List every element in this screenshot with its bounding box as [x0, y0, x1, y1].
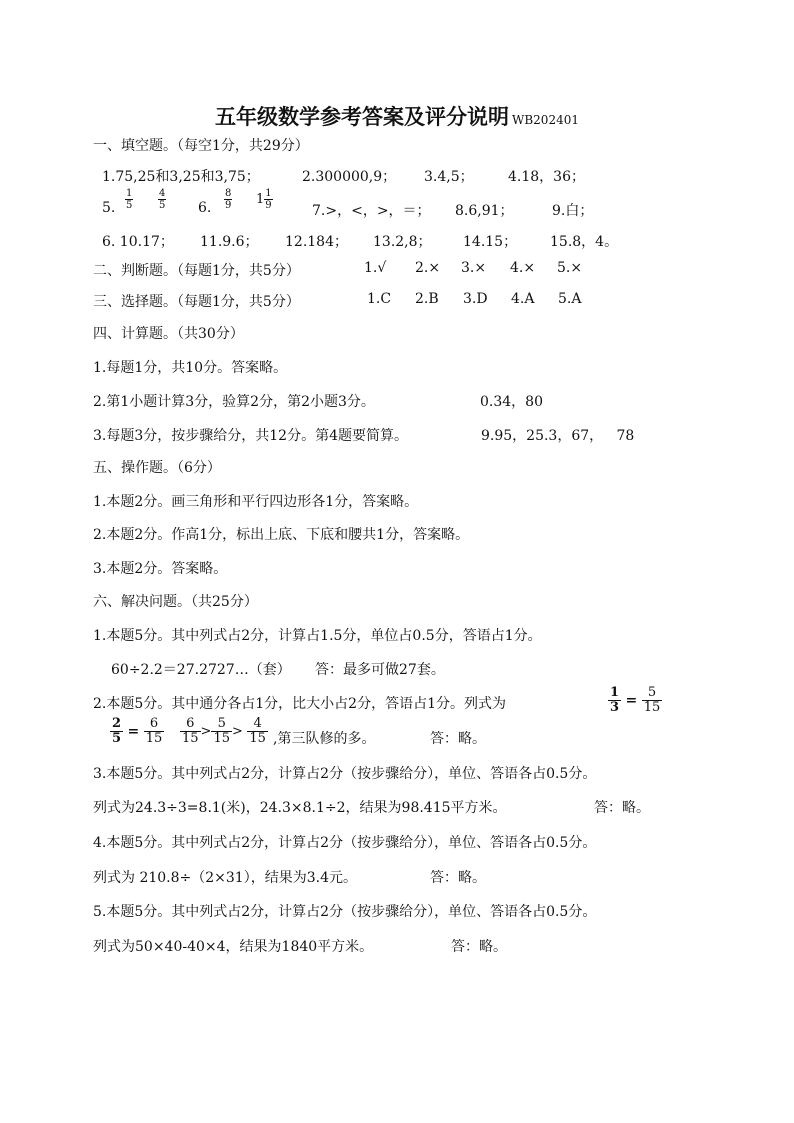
- answer-8: 8.6,91；: [455, 203, 514, 219]
- section-1-header: 一、填空题。（每空1分，共29分）: [93, 138, 309, 154]
- problem-2-conclusion: ,第三队修的多。: [273, 731, 376, 747]
- calc-line-2-answers: 0.34，80: [480, 394, 543, 410]
- choice-answer-3: 3.D: [463, 291, 488, 307]
- problem-4-formula: 列式为 210.8÷（2×31），结果为3.4元。: [93, 870, 357, 886]
- answer-4: 4.18，36；: [508, 169, 585, 185]
- answer-3: 3.4,5；: [424, 169, 474, 185]
- problem-2-fraction-one-third: $\frac{1}{3}$ = $\frac{5}{15}$: [610, 685, 661, 715]
- section-4-header: 四、计算题。（共30分）: [93, 326, 244, 342]
- problem-1-answer: 答：最多可做27套。: [315, 662, 445, 678]
- calc-line-3-answers: 9.95，25.3，67， 78: [481, 428, 635, 444]
- answer-9: 9.白；: [552, 203, 594, 219]
- section-5-header: 五、操作题。（6分）: [93, 460, 221, 476]
- answer-5-label: 5.: [102, 200, 116, 216]
- section-6-header: 六、解决问题。（共25分）: [93, 594, 258, 610]
- problem-2-scoring: 2.本题5分。其中通分各占1分，比大小占2分，答语占1分。列式为: [93, 696, 506, 712]
- answer-12: 12.184；: [285, 234, 348, 250]
- judge-answer-4: 4.×: [510, 260, 536, 276]
- operation-line-3: 3.本题2分。答案略。: [93, 561, 228, 577]
- judge-answer-5: 5.×: [557, 260, 583, 276]
- answer-2: 2.300000,9；: [302, 169, 397, 185]
- choice-answer-2: 2.B: [415, 291, 439, 307]
- judge-answer-1: 1.√: [364, 260, 387, 276]
- problem-3-answer: 答：略。: [594, 800, 650, 816]
- section-3-header: 三、选择题。（每题1分，共5分）: [93, 294, 300, 310]
- problem-4-answer: 答：略。: [430, 870, 486, 886]
- judge-answer-3: 3.×: [461, 260, 487, 276]
- problem-3-scoring: 3.本题5分。其中列式占2分，计算占2分（按步骤给分），单位、答语各占0.5分。: [93, 766, 597, 782]
- problem-1-calc: 60÷2.2＝27.2727…（套）: [111, 662, 291, 678]
- answer-6b: 6. 10.17；: [102, 234, 174, 250]
- answer-6-mixed-number: 1 $\frac{1}{9}$: [256, 188, 272, 211]
- judge-answer-2: 2.×: [415, 260, 441, 276]
- problem-1-scoring: 1.本题5分。其中列式占2分，计算占1.5分，单位占0.5分，答语占1分。: [93, 628, 542, 644]
- answer-5-fraction-b: $\frac{4}{5}$: [159, 188, 166, 211]
- title-code: WB202401: [512, 113, 579, 127]
- choice-answer-1: 1.C: [367, 291, 392, 307]
- operation-line-2: 2.本题2分。作高1分，标出上底、下底和腰共1分，答案略。: [93, 527, 470, 543]
- answer-1: 1.75,25和3,25和3,75；: [102, 169, 260, 185]
- problem-4-scoring: 4.本题5分。其中列式占2分，计算占2分（按步骤给分），单位、答语各占0.5分。: [93, 835, 597, 851]
- answer-15: 15.8，4。: [550, 234, 619, 250]
- problem-5-formula: 列式为50×40-40×4，结果为1840平方米。: [93, 939, 374, 955]
- choice-answer-4: 4.A: [511, 291, 535, 307]
- section-2-header: 二、判断题。（每题1分，共5分）: [93, 263, 300, 279]
- calc-line-1: 1.每题1分，共10分。答案略。: [93, 360, 288, 376]
- problem-2-answer: 答：略。: [430, 731, 486, 747]
- problem-2-comparison: $\frac{6}{15}$ > $\frac{5}{15}$ > $\frac{4}{15}$: [182, 716, 266, 746]
- calc-line-3: 3.每题3分，按步骤给分，共12分。第4题要简算。: [93, 428, 408, 444]
- problem-5-scoring: 5.本题5分。其中列式占2分，计算占2分（按步骤给分），单位、答语各占0.5分。: [93, 904, 597, 920]
- answer-6-fraction-a: $\frac{8}{9}$: [225, 188, 232, 211]
- problem-5-answer: 答：略。: [451, 939, 507, 955]
- calc-line-2: 2.第1小题计算3分，验算2分，第2小题3分。: [93, 394, 375, 410]
- problem-3-formula: 列式为24.3÷3=8.1(米)，24.3×8.1÷2，结果为98.415平方米。: [93, 800, 507, 816]
- choice-answer-5: 5.A: [558, 291, 582, 307]
- operation-line-1: 1.本题2分。画三角形和平行四边形各1分，答案略。: [93, 494, 419, 510]
- answer-7: 7.>，<，>，＝；: [312, 203, 431, 219]
- title-main: 五年级数学参考答案及评分说明: [215, 104, 510, 129]
- answer-11: 11.9.6；: [200, 234, 259, 250]
- answer-5-fraction-a: $\frac{1}{5}$: [126, 188, 133, 211]
- answer-14: 14.15；: [463, 234, 518, 250]
- document-title: [0, 101, 794, 131]
- answer-6-label: 6.: [198, 200, 212, 216]
- problem-2-fraction-two-fifths: $\frac{2}{5}$ = $\frac{6}{15}$: [112, 716, 163, 746]
- answer-13: 13.2,8；: [373, 234, 432, 250]
